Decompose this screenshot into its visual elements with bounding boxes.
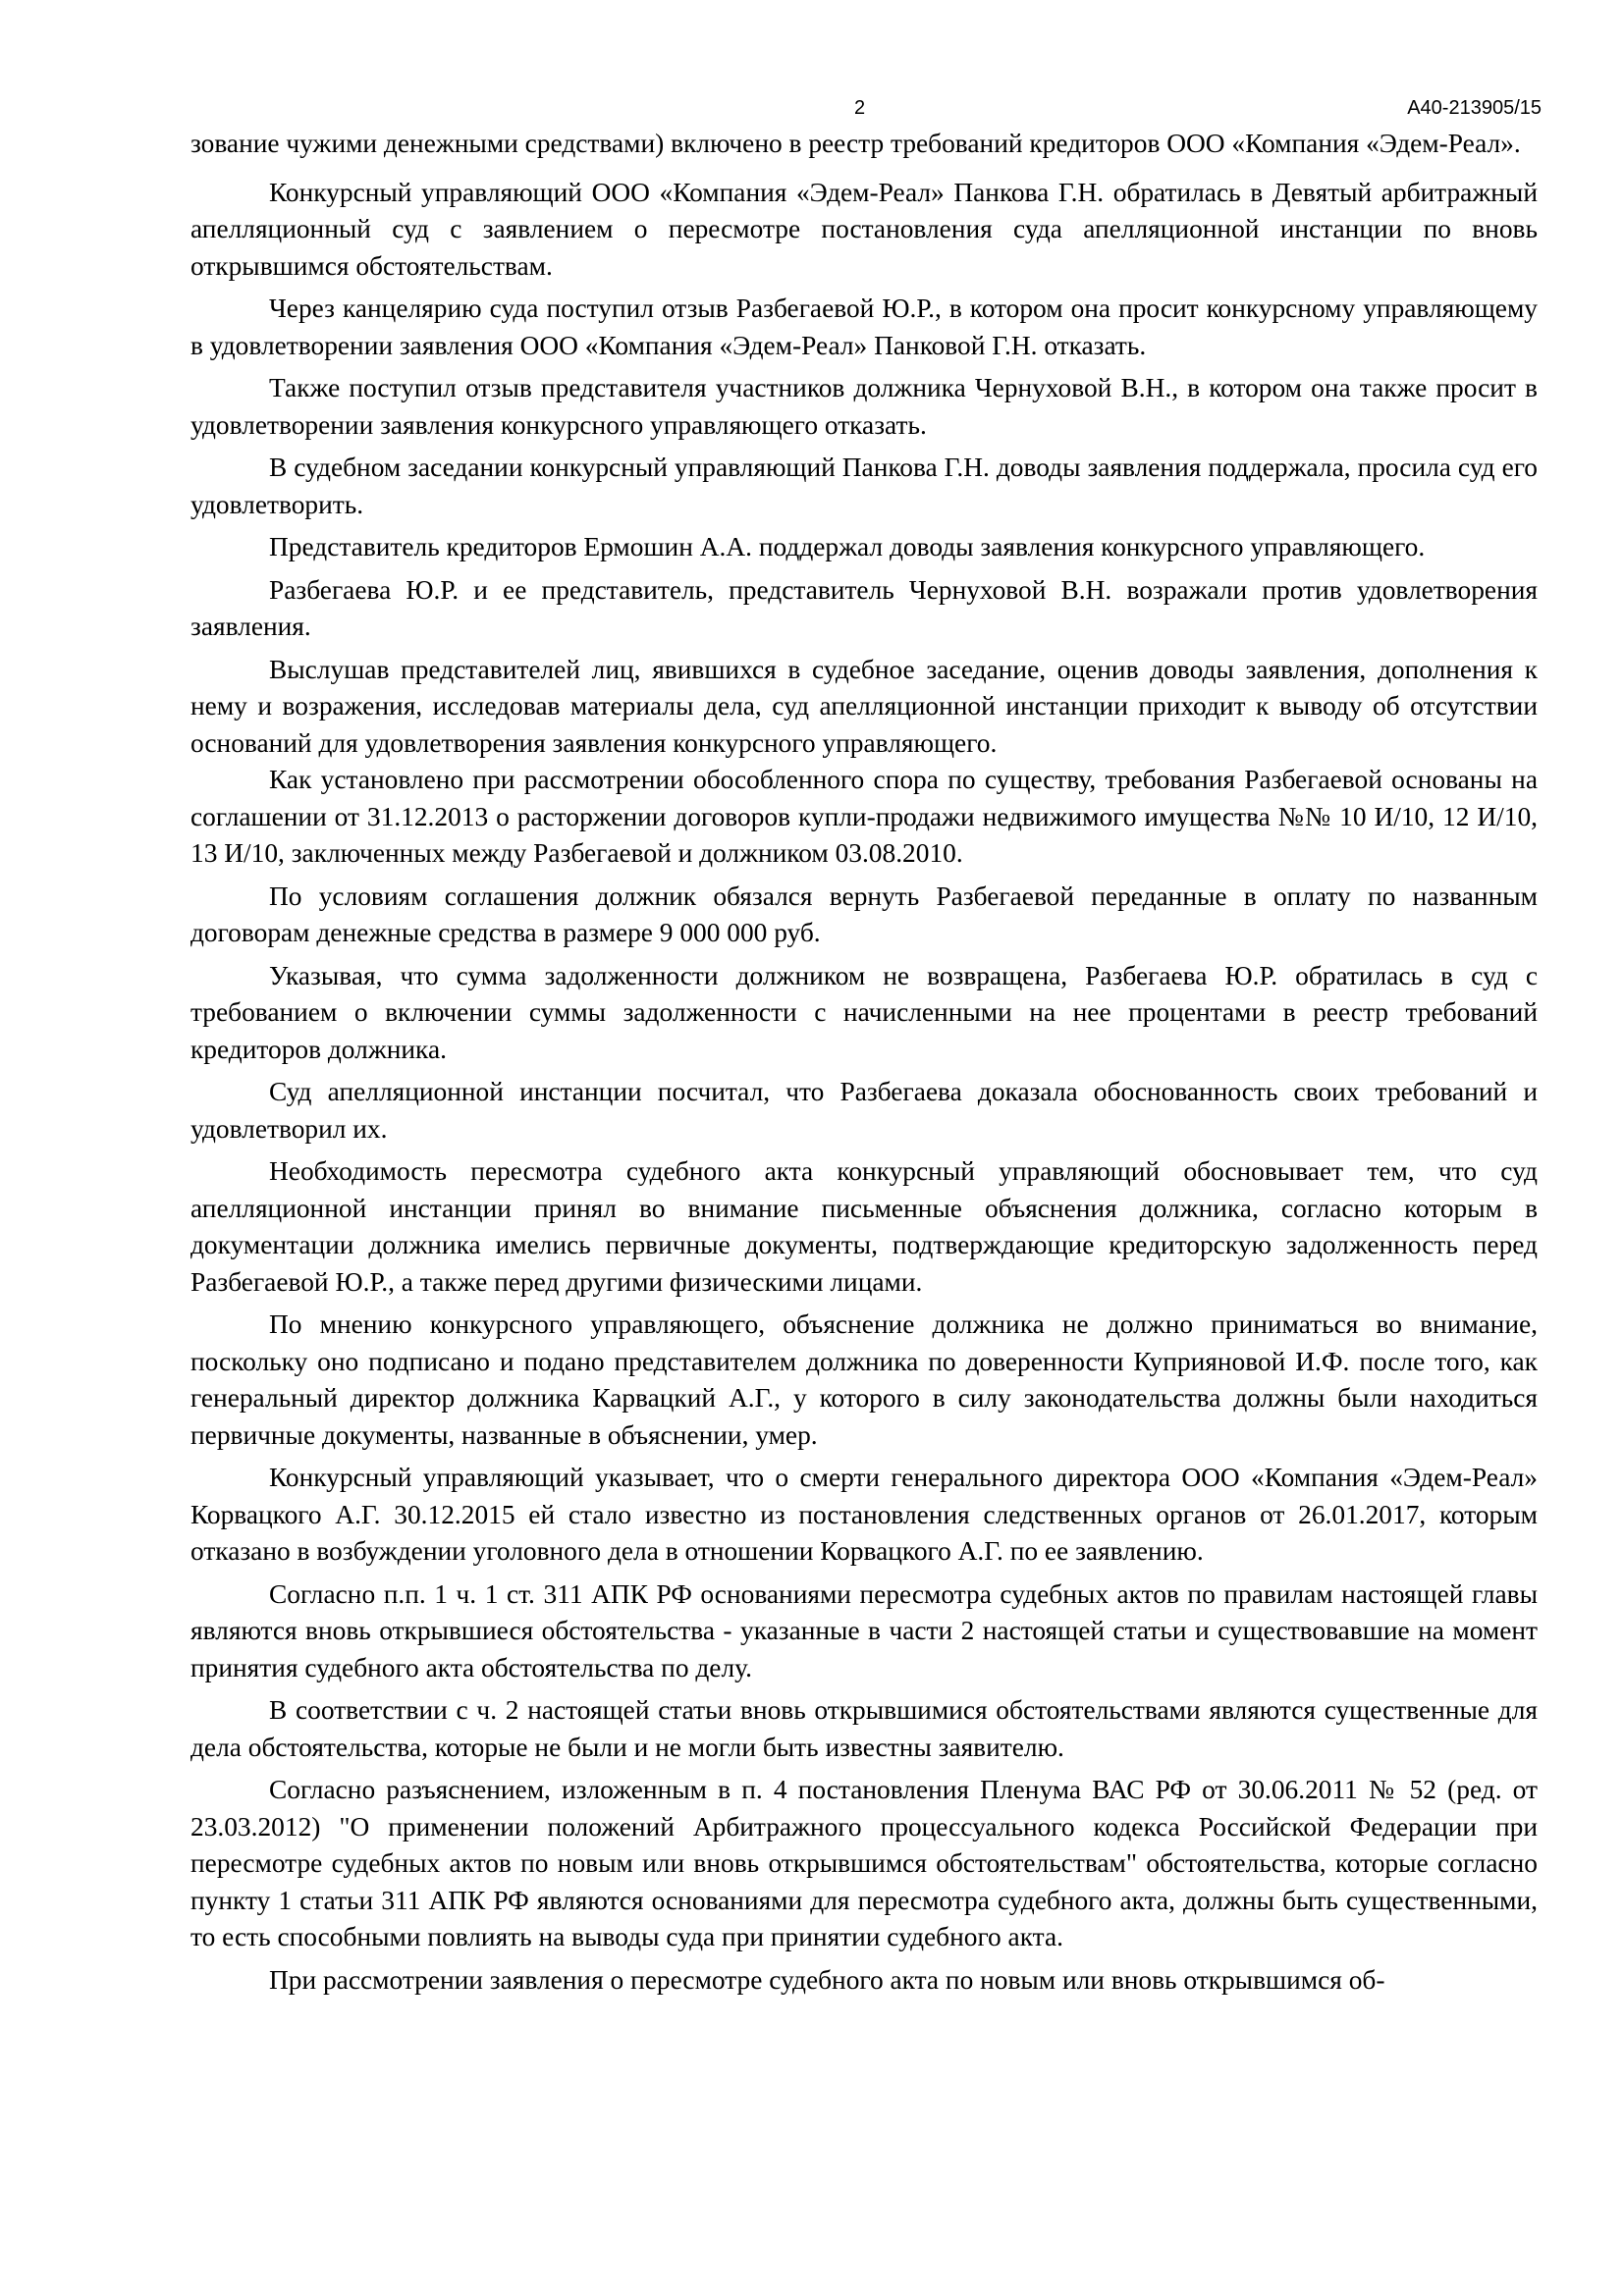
paragraph: Согласно п.п. 1 ч. 1 ст. 311 АПК РФ основаниями пересмотра судебных актов по правилам настоящей главы являются вновь открывшиеся обстоятельства - указанные в части 2 настоящей статьи и существовавшие на момент принятия судебного акта обстоятельства по делу.	[190, 1578, 1538, 1682]
page-number: 2	[854, 97, 866, 119]
paragraph: В соответствии с ч. 2 настоящей статьи вновь открывшимися обстоятельствами являются существенные для дела обстоятельства, которые не были и не могли быть известны заявителю.	[190, 1695, 1538, 1762]
paragraph: Представитель кредиторов Ермошин А.А. поддержал доводы заявления конкурсного управляющего.	[269, 532, 1426, 561]
paragraph: Как установлено при рассмотрении обособленного спора по существу, требования Разбегаевой основаны на соглашении от 31.12.2013 о расторжении договоров купли-продажи недвижимого имущества №№ 10 И/10, 12 И/10, 13 И/10, заключенных между Разбегаевой и должником 03.08.2010.	[190, 765, 1538, 868]
paragraph: Суд апелляционной инстанции посчитал, что Разбегаева доказала обоснованность своих требований и удовлетворил их.	[190, 1077, 1538, 1144]
paragraph: Указывая, что сумма задолженности должником не возвращена, Разбегаева Ю.Р. обратилась в суд с требованием о включении суммы задолженности с начисленными на нее процентами в реестр требований кредиторов должника.	[190, 960, 1538, 1064]
paragraph-continues: При рассмотрении заявления о пересмотре судебного акта по новым или вновь открывшимся об-	[269, 1964, 1385, 1995]
paragraph: Разбегаева Ю.Р. и ее представитель, представитель Чернуховой В.Н. возражали против удовлетворения заявления.	[190, 574, 1538, 641]
paragraph: Согласно разъяснением, изложенным в п. 4 постановления Пленума ВАС РФ от 30.06.2011 № 52 (ред. от 23.03.2012) "О применении положений Арбитражного процессуального кодекса Российской Федерации при пересмотре судебных актов по новым или вновь открывшимся обстоятельствам" обстоятельства, которые согласно пункту 1 статьи 311 АПК РФ являются основаниями для пересмотра судебного акта, должны быть существенными, то есть способными повлиять на выводы суда при принятии судебного акта.	[190, 1775, 1538, 1951]
paragraph: Необходимость пересмотра судебного акта конкурсный управляющий обосновывает тем, что суд апелляционной инстанции принял во внимание письменные объяснения должника, согласно которым в документации должника имелись первичные документы, подтверждающие кредиторскую задолженность перед Разбегаевой Ю.Р., а также перед другими физическими лицами.	[190, 1156, 1538, 1297]
paragraph: Конкурсный управляющий ООО «Компания «Эдем-Реал» Панкова Г.Н. обратилась в Девятый арбитражный апелляционный суд с заявлением о пересмотре постановления суда апелляционной инстанции по вновь открывшимся обстоятельствам.	[190, 177, 1538, 281]
paragraph-continuation: зование чужими денежными средствами) включено в реестр требований кредиторов ООО «Компания «Эдем-Реал».	[190, 129, 1521, 158]
case-number: А40-213905/15	[1407, 97, 1542, 119]
paragraph: Конкурсный управляющий указывает, что о смерти генерального директора ООО «Компания «Эдем-Реал» Корвацкого А.Г. 30.12.2015 ей стало известно из постановления следственных органов от 26.01.2017, которым отказано в возбуждении уголовного дела в отношении Корвацкого А.Г. по ее заявлению.	[190, 1463, 1538, 1566]
document-body	[190, 126, 1538, 1999]
paragraph: В судебном заседании конкурсный управляющий Панкова Г.Н. доводы заявления поддержала, просила суд его удовлетворить.	[190, 453, 1538, 519]
paragraph: Также поступил отзыв представителя участников должника Чернуховой В.Н., в котором она также просит в удовлетворении заявления конкурсного управляющего отказать.	[190, 373, 1538, 440]
paragraph: По условиям соглашения должник обязался вернуть Разбегаевой переданные в оплату по названным договорам денежные средства в размере 9 000 000 руб.	[190, 881, 1538, 947]
paragraph: Выслушав представителей лиц, явившихся в судебное заседание, оценив доводы заявления, дополнения к нему и возражения, исследовав материалы дела, суд апелляционной инстанции приходит к выводу об отсутствии оснований для удовлетворения заявления конкурсного управляющего.	[190, 654, 1538, 758]
paragraph: По мнению конкурсного управляющего, объяснение должника не должно приниматься во внимание, поскольку оно подписано и подано представителем должника по доверенности Куприяновой И.Ф. после того, как генеральный директор должника Карвацкий А.Г., у которого в силу законодательства должны были находиться первичные документы, названные в объяснении, умер.	[190, 1309, 1538, 1450]
paragraph: Через канцелярию суда поступил отзыв Разбегаевой Ю.Р., в котором она просит конкурсному управляющему в удовлетворении заявления ООО «Компания «Эдем-Реал» Панковой Г.Н. отказать.	[190, 294, 1538, 360]
